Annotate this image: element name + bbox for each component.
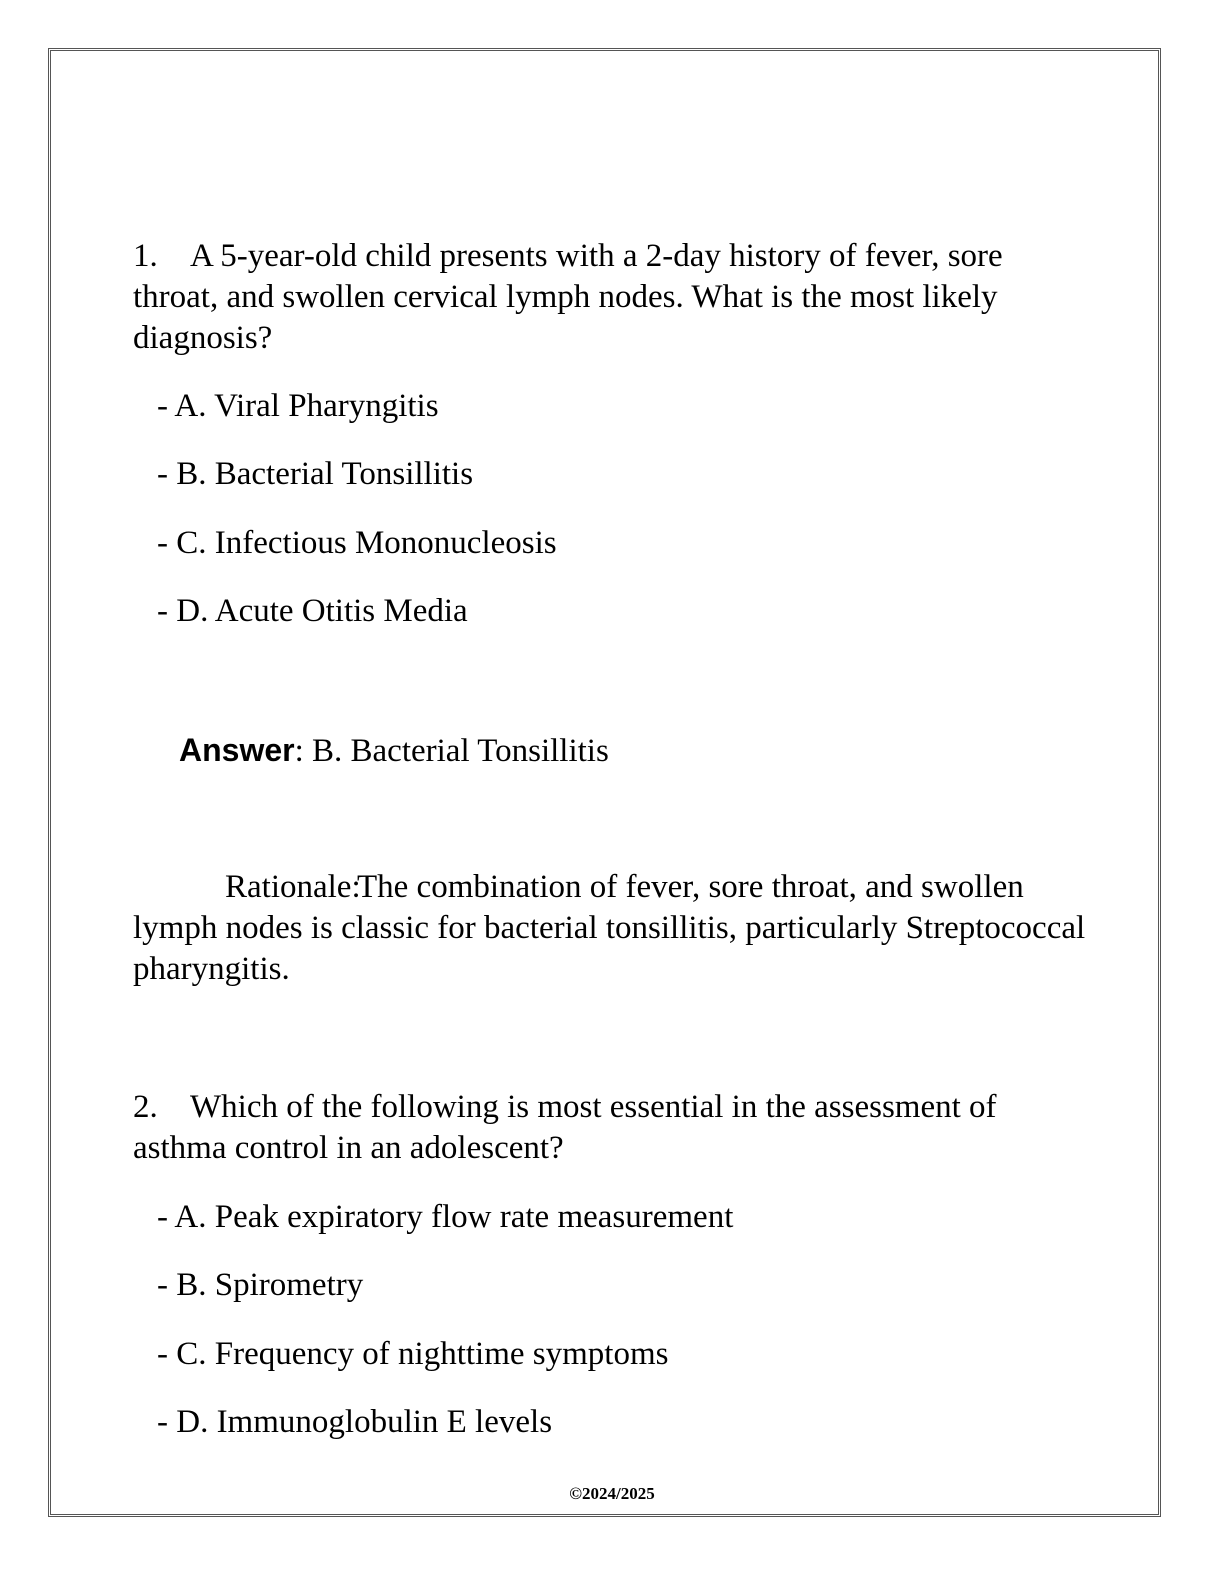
question-1-answer [179,730,609,772]
rationale-label: Rationale: [225,869,361,905]
question-2-option-d: - D. Immunoglobulin E levels [157,1404,553,1440]
question-1-rationale [133,867,1093,990]
question-1-option-a: - A. Viral Pharyngitis [157,388,439,424]
question-2-option-c: - C. Frequency of nighttime symptoms [157,1336,669,1372]
question-2-stem [133,1087,1093,1169]
question-1-stem [133,236,1093,359]
question-1-text: A 5-year-old child presents with a 2-day history of fever, sore throat, and swollen cervical lymph nodes. What is the most likely diagnosis? [133,238,1003,356]
copyright-footer: ©2024/2025 [569,1484,655,1503]
question-1-option-b: - B. Bacterial Tonsillitis [157,456,474,492]
question-1-option-c: - C. Infectious Mononucleosis [157,525,557,561]
question-1-option-d: - D. Acute Otitis Media [157,593,468,629]
question-2-number: 2. [133,1089,158,1125]
answer-value: : B. Bacterial Tonsillitis [294,733,609,769]
question-2-option-b: - B. Spirometry [157,1267,364,1303]
question-2-text: Which of the following is most essential in the assessment of asthma control in an adolescent? [133,1089,997,1166]
question-2-option-a: - A. Peak expiratory flow rate measurement [157,1199,734,1235]
answer-label: Answer [179,732,295,768]
rationale-text: The combination of fever, sore throat, and swollen lymph nodes is classic for bacterial tonsillitis, particularly Streptococcal pharyngitis. [133,869,1086,987]
question-1-number: 1. [133,238,158,274]
